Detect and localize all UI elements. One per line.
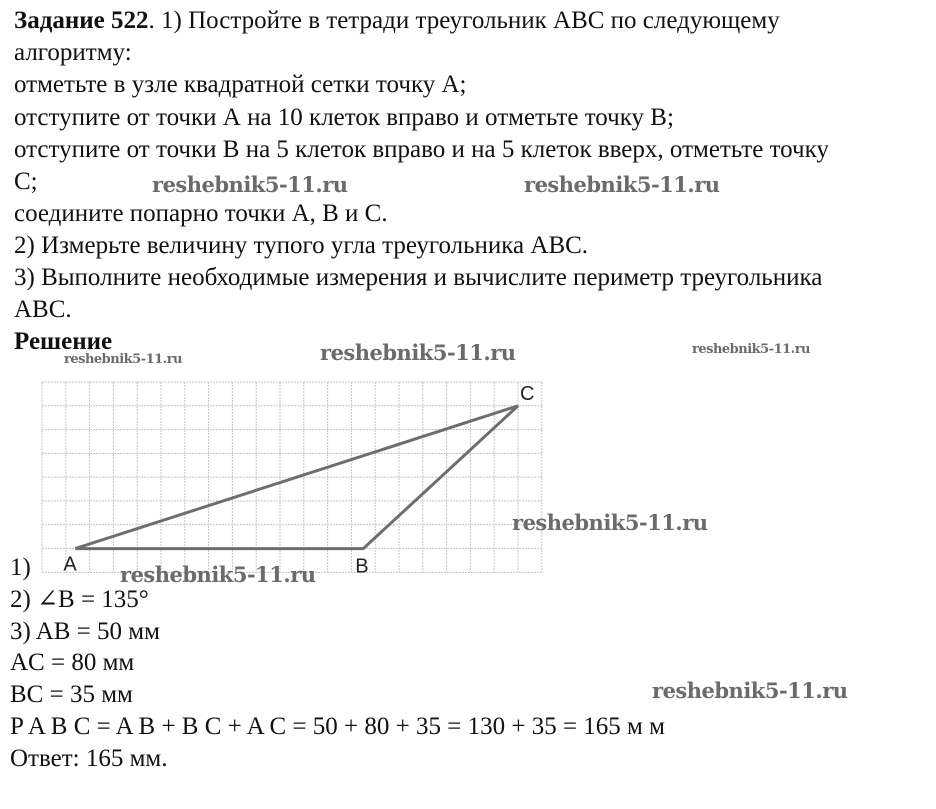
watermark: reshebnik5-11.ru (652, 678, 848, 703)
point-label-a: A (63, 553, 77, 576)
point-label-c: C (520, 382, 535, 405)
answer-perimeter: P A B C = A B + B C + A C = 50 + 80 + 35 = 130 + 35 = 165 м м (10, 713, 665, 740)
task-line-6: С; (14, 168, 38, 195)
answer-1: 1) (10, 554, 31, 581)
watermark: reshebnik5-11.ru (524, 172, 720, 197)
answer-bc: BC = 35 мм (10, 681, 133, 708)
task-title: Задание 522 (14, 7, 149, 34)
task-line-3: отметьте в узле квадратной сетки точку А; (14, 71, 467, 98)
watermark: reshebnik5-11.ru (152, 172, 348, 197)
watermark: reshebnik5-11.ru (692, 342, 811, 357)
watermark: reshebnik5-11.ru (512, 510, 708, 535)
point-label-b: B (355, 555, 369, 578)
watermark: reshebnik5-11.ru (120, 562, 316, 587)
task-line-7: соедините попарно точки А, В и С. (14, 200, 388, 227)
solution-heading: Решение (14, 328, 113, 355)
task-line-5: отступите от точки B на 5 клеток вправо и на 5 клеток вверх, отметьте точку (14, 136, 829, 163)
task-line-10: АВС. (14, 296, 72, 323)
task-line-9: 3) Выполните необходимые измерения и вычислите периметр треугольника (14, 264, 823, 291)
triangle-figure (30, 370, 550, 585)
answer-2: 2) ∠B = 135° (10, 586, 149, 613)
watermark: reshebnik5-11.ru (64, 352, 183, 367)
task-line-4: отступите от точки А на 10 клеток вправо и отметьте точку B; (14, 104, 674, 131)
answer-ac: AC = 80 мм (10, 649, 135, 676)
task-line-1: Задание 522. 1) Постройте в тетради треугольник ABC по следующему (14, 7, 780, 34)
task-line-2: алгоритму: (14, 39, 132, 66)
answer-final: Ответ: 165 мм. (10, 745, 168, 772)
answer-3: 3) AB = 50 мм (10, 618, 160, 645)
watermark: reshebnik5-11.ru (320, 340, 516, 365)
task-line-8: 2) Измерьте величину тупого угла треугольника АВС. (14, 232, 589, 259)
